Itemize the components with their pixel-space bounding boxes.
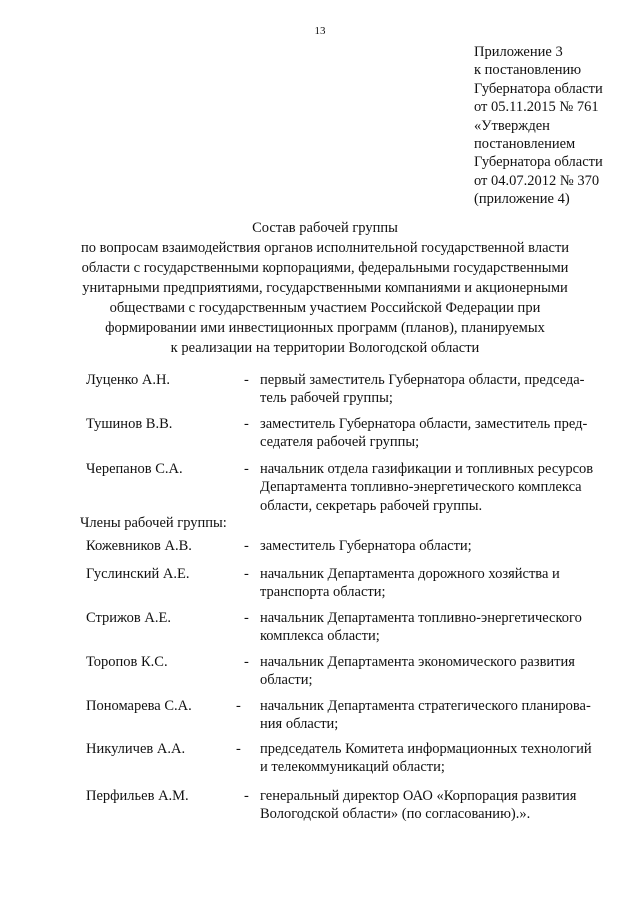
appendix-line: (приложение 4) [474, 191, 570, 208]
member-name: Луценко А.Н. [86, 372, 171, 388]
title-line: формировании ими инвестиционных программ (планов), планируемых [105, 320, 545, 336]
member-name: Черепанов С.А. [86, 461, 183, 477]
entry-dash: - [244, 566, 249, 582]
member-role [260, 787, 615, 824]
member-role [260, 460, 615, 515]
member-role [260, 697, 615, 734]
member-name: Перфильев А.М. [86, 788, 189, 804]
appendix-header [474, 43, 634, 209]
appendix-line: от 05.11.2015 № 761 [474, 99, 599, 116]
member-name: Пономарева С.А. [86, 698, 192, 714]
member-name: Торопов К.С. [86, 654, 168, 670]
appendix-line: «Утвержден [474, 117, 550, 134]
role-line: Департамента топливно-энергетического комплекса [260, 479, 582, 496]
role-line: и телекоммуникаций области; [260, 759, 445, 776]
appendix-line: Губернатора области [474, 80, 603, 97]
title-line: Состав рабочей группы [252, 220, 398, 236]
appendix-line: Губернатора области [474, 154, 603, 171]
document-title [60, 218, 590, 358]
role-line: ния области; [260, 716, 339, 733]
appendix-line: Приложение 3 [474, 44, 563, 60]
role-line: начальник Департамента стратегического планирова- [260, 698, 591, 714]
title-line: по вопросам взаимодействия органов исполнительной государственной власти [80, 240, 570, 256]
member-name: Кожевников А.В. [86, 538, 192, 554]
member-name: Стрижов А.Е. [86, 610, 171, 626]
member-name: Гуслинский А.Е. [86, 566, 190, 582]
appendix-line: от 04.07.2012 № 370 [474, 172, 600, 189]
members-heading: Члены рабочей группы: [80, 515, 227, 531]
entry-dash: - [244, 416, 249, 432]
role-line: тель рабочей группы; [260, 390, 393, 407]
title-line: области с государственными корпорациями, федеральными государственными [81, 260, 569, 276]
entry-dash: - [236, 741, 241, 757]
member-role [260, 565, 615, 602]
role-line: области; [260, 672, 313, 689]
role-line: начальник Департамента топливно-энергетического [260, 610, 582, 626]
page-number: 13 [314, 25, 326, 37]
appendix-line: постановлением [474, 136, 576, 153]
role-line: начальник отдела газификации и топливных ресурсов [260, 461, 594, 477]
role-line: области, секретарь рабочей группы. [260, 497, 483, 514]
title-line: к реализации на территории Вологодской области [170, 340, 480, 356]
role-line: седателя рабочей группы; [260, 434, 420, 451]
member-role [260, 371, 615, 408]
appendix-line: к постановлению [474, 62, 582, 79]
role-line: первый заместитель Губернатора области, председа- [260, 372, 585, 388]
title-line: унитарными предприятиями, государственными компаниями и акционерными [82, 280, 568, 296]
member-role [260, 415, 615, 452]
member-role [260, 609, 615, 646]
member-role [260, 537, 615, 555]
member-name: Никуличев А.А. [86, 741, 186, 757]
role-line: комплекса области; [260, 628, 380, 645]
member-role [260, 653, 615, 690]
entry-dash: - [236, 698, 241, 714]
member-role [260, 740, 615, 777]
role-line: генеральный директор ОАО «Корпорация развития [260, 788, 577, 804]
role-line: начальник Департамента экономического развития [260, 654, 575, 670]
role-line: транспорта области; [260, 584, 386, 601]
title-line: обществами с государственным участием Российской Федерации при [109, 300, 541, 316]
role-line: Вологодской области» (по согласованию).». [260, 806, 531, 823]
role-line: начальник Департамента дорожного хозяйства и [260, 566, 560, 582]
entry-dash: - [244, 610, 249, 626]
role-line: заместитель Губернатора области, заместитель пред- [260, 416, 588, 432]
member-name: Тушинов В.В. [86, 416, 173, 432]
entry-dash: - [244, 461, 249, 477]
entry-dash: - [244, 654, 249, 670]
role-line: заместитель Губернатора области; [260, 538, 472, 554]
entry-dash: - [244, 788, 249, 804]
entry-dash: - [244, 372, 249, 388]
entry-dash: - [244, 538, 249, 554]
role-line: председатель Комитета информационных технологий [260, 741, 592, 757]
